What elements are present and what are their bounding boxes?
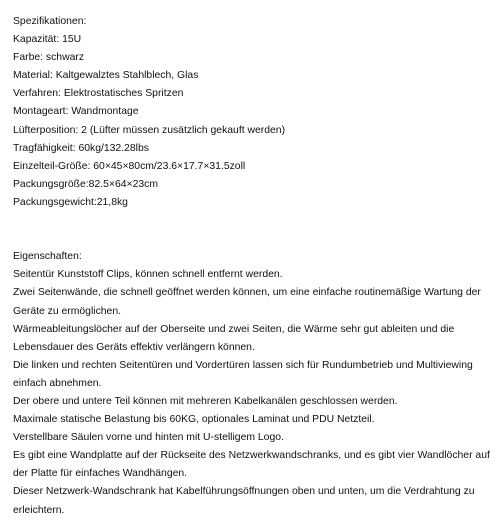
feature-adjustable-columns: Verstellbare Säulen vorne und hinten mit U-stelligem Logo.	[13, 432, 284, 444]
features-list	[13, 266, 495, 519]
feature-ventilation-holes: Wärmeableitungslöcher auf der Oberseite und zwei Seiten, die Wärme sehr gut ableiten und die Lebensdauer des Geräts effektiv verlängern können.	[13, 323, 455, 353]
specifications-list	[13, 31, 495, 212]
spec-load-capacity: Tragfähigkeit: 60kg/132.28lbs	[13, 142, 149, 154]
spec-package-size: Packungsgröße:82.5×64×23cm	[13, 178, 158, 190]
spec-fan-position: Lüfterposition: 2 (Lüfter müssen zusätzlich gekauft werden)	[13, 124, 286, 136]
feature-cable-channels: Der obere und untere Teil können mit mehreren Kabelkanälen geschlossen werden.	[13, 395, 398, 407]
spec-package-weight: Packungsgewicht:21,8kg	[13, 196, 128, 208]
spec-mounting: Montageart: Wandmontage	[13, 106, 139, 118]
spec-material: Material: Kaltgewalztes Stahlblech, Glas	[13, 70, 199, 82]
feature-side-walls: Zwei Seitenwände, die schnell geöffnet werden können, um eine einfache routinemäßige Wartung der Geräte zu ermöglichen.	[13, 287, 481, 317]
product-description	[13, 13, 495, 520]
feature-static-load: Maximale statische Belastung bis 60KG, optionales Laminat und PDU Netzteil.	[13, 414, 375, 426]
specifications-heading: Spezifikationen:	[13, 16, 87, 27]
feature-wall-plate: Es gibt eine Wandplatte auf der Rückseite des Netzwerkwandschranks, und es gibt vier Wandlöcher auf der Platte für einfaches Wandhängen.	[13, 450, 490, 480]
feature-removable-doors: Die linken und rechten Seitentüren und Vordertüren lassen sich für Rundumbetrieb und Multiviewing einfach abnehmen.	[13, 359, 473, 389]
spec-color: Farbe: schwarz	[13, 52, 85, 64]
feature-cable-openings: Dieser Netzwerk-Wandschrank hat Kabelführungsöffnungen oben und unten, um die Verdrahtung zu erleichtern.	[13, 486, 475, 516]
spec-capacity: Kapazität: 15U	[13, 34, 82, 46]
feature-side-door-clips: Seitentür Kunststoff Clips, können schnell entfernt werden.	[13, 269, 283, 281]
spec-item-size: Einzelteil-Größe: 60×45×80cm/23.6×17.7×31.5zoll	[13, 160, 246, 172]
spec-process: Verfahren: Elektrostatisches Spritzen	[13, 88, 184, 100]
features-heading: Eigenschaften:	[13, 251, 82, 263]
